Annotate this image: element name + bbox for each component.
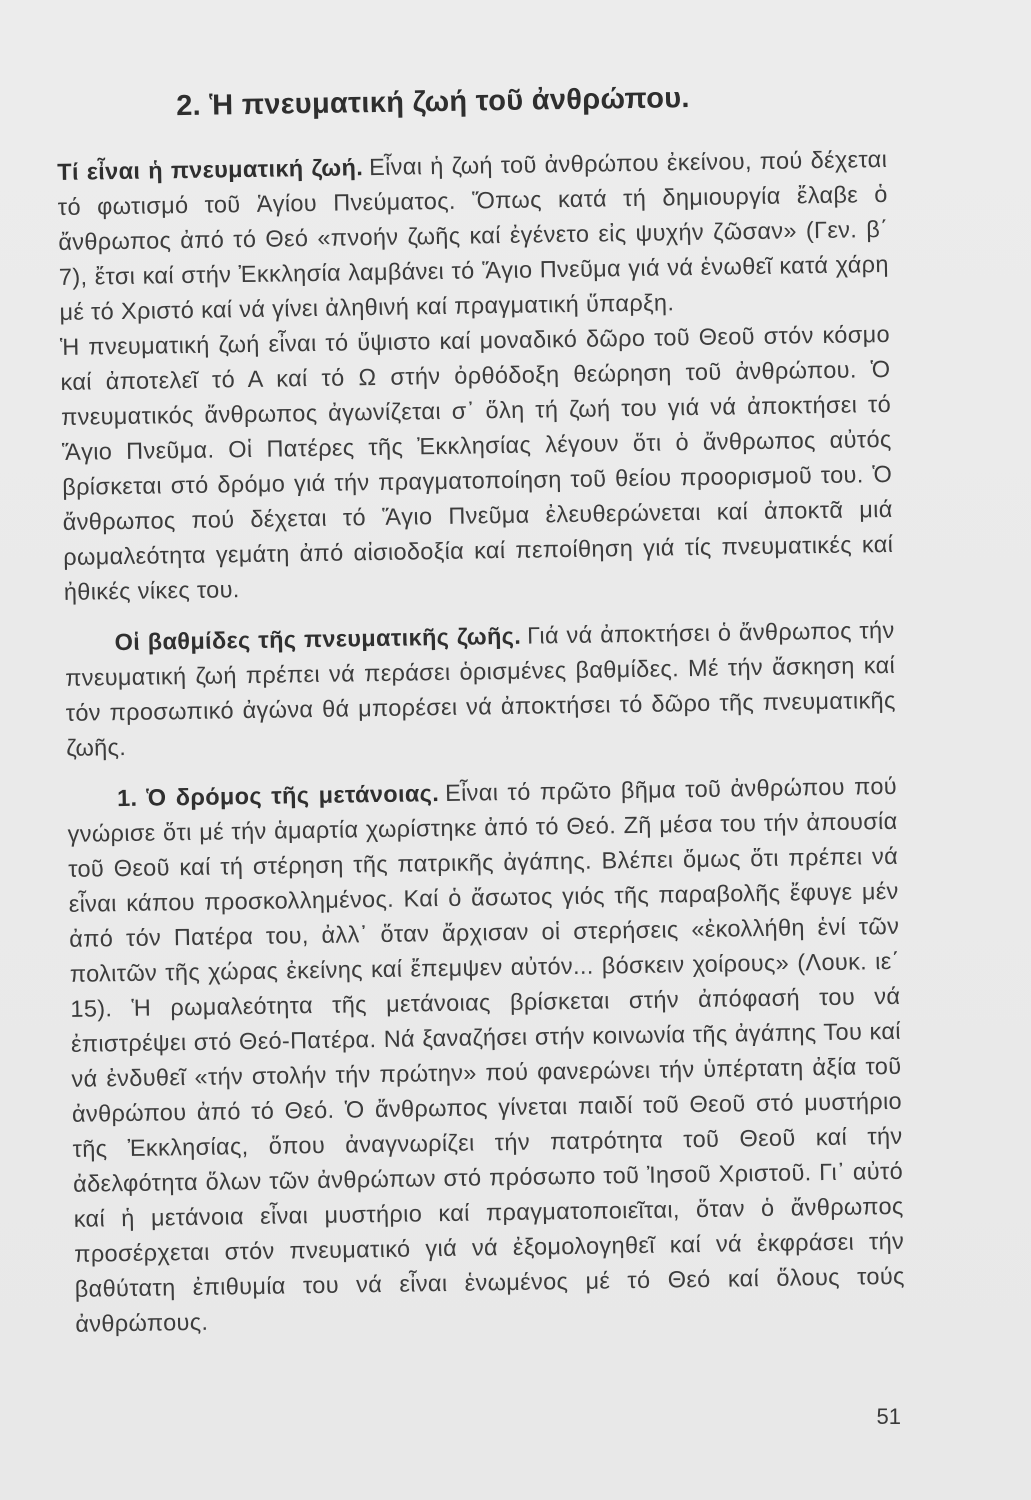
paragraph-text: Γιά νά ἀποκτήσει ὁ ἄνθρωπος τήν πνευματική ζωή πρέπει νά περάσει ὁρισμένες βαθμίδες. Μέ τήν ἄσκηση καί τόν προσωπικό ἀγώνα θά μπορέσει νά ἀποκτήσει τό δῶρο τῆς πνευματικῆς ζωῆς. bbox=[65, 616, 896, 761]
paragraph-text: Ἡ πνευματική ζωή εἶναι τό ὕψιστο καί μοναδικό δῶρο τοῦ Θεοῦ στόν κόσμο καί ἀποτελεῖ τό Α καί τό Ω στήν ὀρθόδοξη θεώρηση τοῦ ἀνθρώπου. Ὁ πνευματικός ἄνθρωπος ἀγωνίζεται σ᾿ ὅλη τή ζωή του γιά νά ἀποκτήσει τό Ἅγιο Πνεῦμα. Οἱ Πατέρες τῆς Ἐκκλησίας λέγουν ὅτι ὁ ἄνθρωπος αὐτός βρίσκεται στό δρόμο γιά τήν πραγματοποίηση τοῦ θείου προορισμοῦ του. Ὁ ἄνθρωπος πού δέχεται τό Ἅγιο Πνεῦμα ἐλευθερώνεται καί ἀποκτᾶ μιά ρωμαλεότητα γεμάτη ἀπό αἰσιοδοξία καί πεποίθηση γιά τίς πνευματικές καί ἠθικές νίκες του. bbox=[59, 320, 894, 605]
paragraph-gift bbox=[60, 317, 894, 610]
paragraph-heading: 1. Ὁ δρόμος τῆς μετάνοιας. bbox=[116, 780, 440, 812]
paragraph-stages bbox=[64, 613, 896, 766]
paragraph-text: Εἶναι τό πρῶτο βῆμα τοῦ ἀνθρώπου πού γνώρισε ὅτι μέ τήν ἁμαρτία χωρίστηκε ἀπό τό Θεό. Ζῆ μέσα του τήν ἀπουσία τοῦ Θεοῦ καί τή στέρηση τῆς πατρικῆς ἀγάπης. Βλέπει ὅμως ὅτι πρέπει νά εἶναι κάπου προσκολλημένος. Καί ὁ ἄσωτος γιός τῆς παραβολῆς ἔφυγε μέν ἀπό τόν Πατέρα του, ἀλλ᾿ ὅταν ἄρχισαν οἱ στερήσεις «ἐκολλήθη ἑνί τῶν πολιτῶν τῆς χώρας ἐκείνης καί ἔπεμψεν αὐτόν... βόσκειν χοίρους» (Λουκ. ιε΄ 15). Ἡ ρωμαλεότητα τῆς μετάνοιας βρίσκεται στήν ἀπόφασή του νά ἐπιστρέψει στό Θεό-Πατέρα. Νά ξαναζήσει στήν κοινωνία τῆς ἀγάπης Του καί νά ἐνδυθεῖ «τήν στολήν τήν πρώτην» πού φανερώνει τήν ὑπέρτατη ἀξία τοῦ ἀνθρώπου ἀπό τό Θεό. Ὁ ἄνθρωπος γίνεται παιδί τοῦ Θεοῦ στό μυστήριο τῆς Ἐκκλησίας, ὅπου ἀναγνωρίζει τήν πατρότητα τοῦ Θεοῦ καί τήν ἀδελφότητα ὅλων τῶν ἀνθρώπων στό πρόσωπο τοῦ Ἰησοῦ Χριστοῦ. Γι᾿ αὐτό καί ἡ μετάνοια εἶναι μυστήριο καί πραγματοποιεῖται, ὅταν ὁ ἄνθρωπος προσέρχεται στόν πνευματικό γιά νά ἐξομολογηθεῖ καί νά ἐκφράσει τήν βαθύτατη ἐπιθυμία του νά εἶναι ἑνωμένος μέ τό Θεό καί ὅλους τούς ἀνθρώπους. bbox=[67, 772, 905, 1337]
paragraph-repentance bbox=[67, 769, 906, 1342]
paragraph-text: Εἶναι ἡ ζωή τοῦ ἀνθρώπου ἐκείνου, πού δέχεται τό φωτισμό τοῦ Ἁγίου Πνεύματος. Ὅπως κατά τή δημιουργία ἔλαβε ὁ ἄνθρωπος ἀπό τό Θεό «πνοήν ζωῆς καί ἐγένετο εἰς ψυχήν ζῶσαν» (Γεν. β΄ 7), ἔτσι καί στήν Ἐκκλησία λαμβάνει τό Ἅγιο Πνεῦμα γιά νά ἑνωθεῖ κατά χάρη μέ τό Χριστό καί νά γίνει ἀληθινή καί πραγματική ὕπαρξη. bbox=[57, 145, 890, 325]
paragraph-definition bbox=[57, 142, 890, 330]
text-column bbox=[56, 79, 906, 1342]
paragraph-heading: Οἱ βαθμίδες τῆς πνευματικῆς ζωῆς. bbox=[114, 622, 522, 656]
chapter-title: 2. Ἡ πνευματική ζωή τοῦ ἀνθρώπου. bbox=[175, 82, 690, 123]
page-number: 51 bbox=[876, 1404, 901, 1429]
paragraph-heading: Τί εἶναι ἡ πνευματική ζωή. bbox=[57, 154, 364, 185]
